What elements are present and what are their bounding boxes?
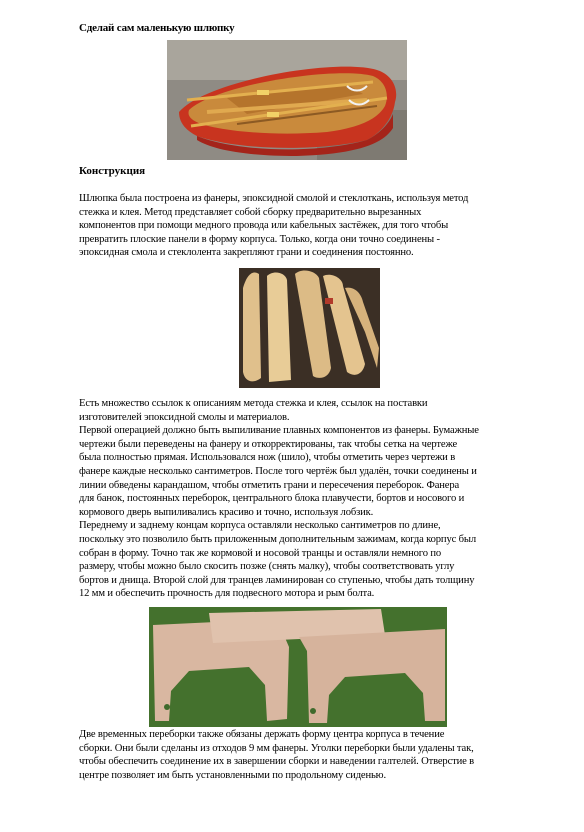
paragraph-line: размеру, чтобы можно было скосить позже (снять малку), чтобы соответствовать углу: [79, 561, 455, 573]
paragraph-line: превратить плоские панели в форму корпуса. Только, когда они точно соединены -: [79, 233, 440, 245]
paragraph-line: Первой операцией должно быть выпиливание плавных компонентов из фанеры. Бумажные: [79, 425, 479, 437]
paragraph-line: поскольку это позволило быть приложенным дополнительным зажимам, когда корпус был: [79, 533, 476, 545]
frames-photo: [149, 607, 447, 727]
section-heading: Конструкция: [79, 165, 146, 177]
paragraph-line: Есть множество ссылок к описаниям метода стежка и клея, ссылок на поставки: [79, 398, 428, 409]
paragraph-3: [79, 728, 549, 782]
paragraph-line: чтобы обеспечить соединение их в завершении сборки и наведении галтелей. Отверстие в: [79, 756, 475, 768]
paragraph-line: бортов и днища. Второй слой для транцев ламинирован со ступенью, чтобы дать толщину: [79, 574, 475, 586]
paragraph-1: [79, 192, 549, 260]
paragraph-line: была полностью прямая. Использовался нож (шило), чтобы отметить через чертежи в: [79, 452, 456, 464]
paragraph-line: кормового дверь выпиливались красиво и точно, используя лобзик.: [79, 506, 374, 518]
paragraph-line: чертежи были переведены на фанеру и откорректированы, так чтобы сетка на чертеже: [79, 438, 458, 450]
paragraph-line: изготовителей эпоксидной смолы и материалов.: [79, 411, 290, 423]
paragraph-line: Переднему и заднему концам корпуса оставляли несколько сантиметров по длине,: [79, 520, 441, 532]
paragraph-line: стежка и клея. Метод представляет собой сборку предварительно вырезанных: [79, 206, 422, 218]
paragraph-line: центре позволяет им быть установленными по продольному сиденью.: [79, 769, 386, 781]
paragraph-line: Шлюпка была построена из фанеры, эпоксидной смолой и стеклоткань, используя метод: [79, 193, 469, 204]
paragraph-line: собран в форму. Точно так же кормовой и носовой транцы и оставляли немного по: [79, 547, 442, 559]
paragraph-line: фанере каждые несколько сантиметров. После того чертёж был удалён, точки соединены и: [79, 465, 477, 477]
paragraph-line: для банок, постоянных переборок, центрального блока плавучести, бортов и носового и: [79, 493, 465, 505]
paragraph-line: эпоксидная смола и стеклолента закрепляют грани и соединения постоянно.: [79, 247, 414, 259]
paragraph-line: линии обведены карандашом, чтобы отметить грани и пересечения переборок. Фанера: [79, 479, 460, 491]
paragraph-2: [79, 397, 549, 601]
paragraph-line: 12 мм и обеспечить прочность для подвесного мотора и рым болта.: [79, 588, 375, 600]
paragraph-line: компонентов при помощи медного провода или кабельных застёжек, для того чтобы: [79, 220, 449, 232]
paragraph-line: Две временных переборки также обязаны держать форму центра корпуса в течение: [79, 729, 445, 740]
boat-photo: [167, 40, 407, 160]
document-title: Сделай сам маленькую шлюпку: [79, 22, 235, 34]
paragraph-line: сборки. Они были сделаны из отходов 9 мм фанеры. Уголки переборки были удалены так,: [79, 742, 474, 754]
panels-photo: [239, 268, 380, 388]
